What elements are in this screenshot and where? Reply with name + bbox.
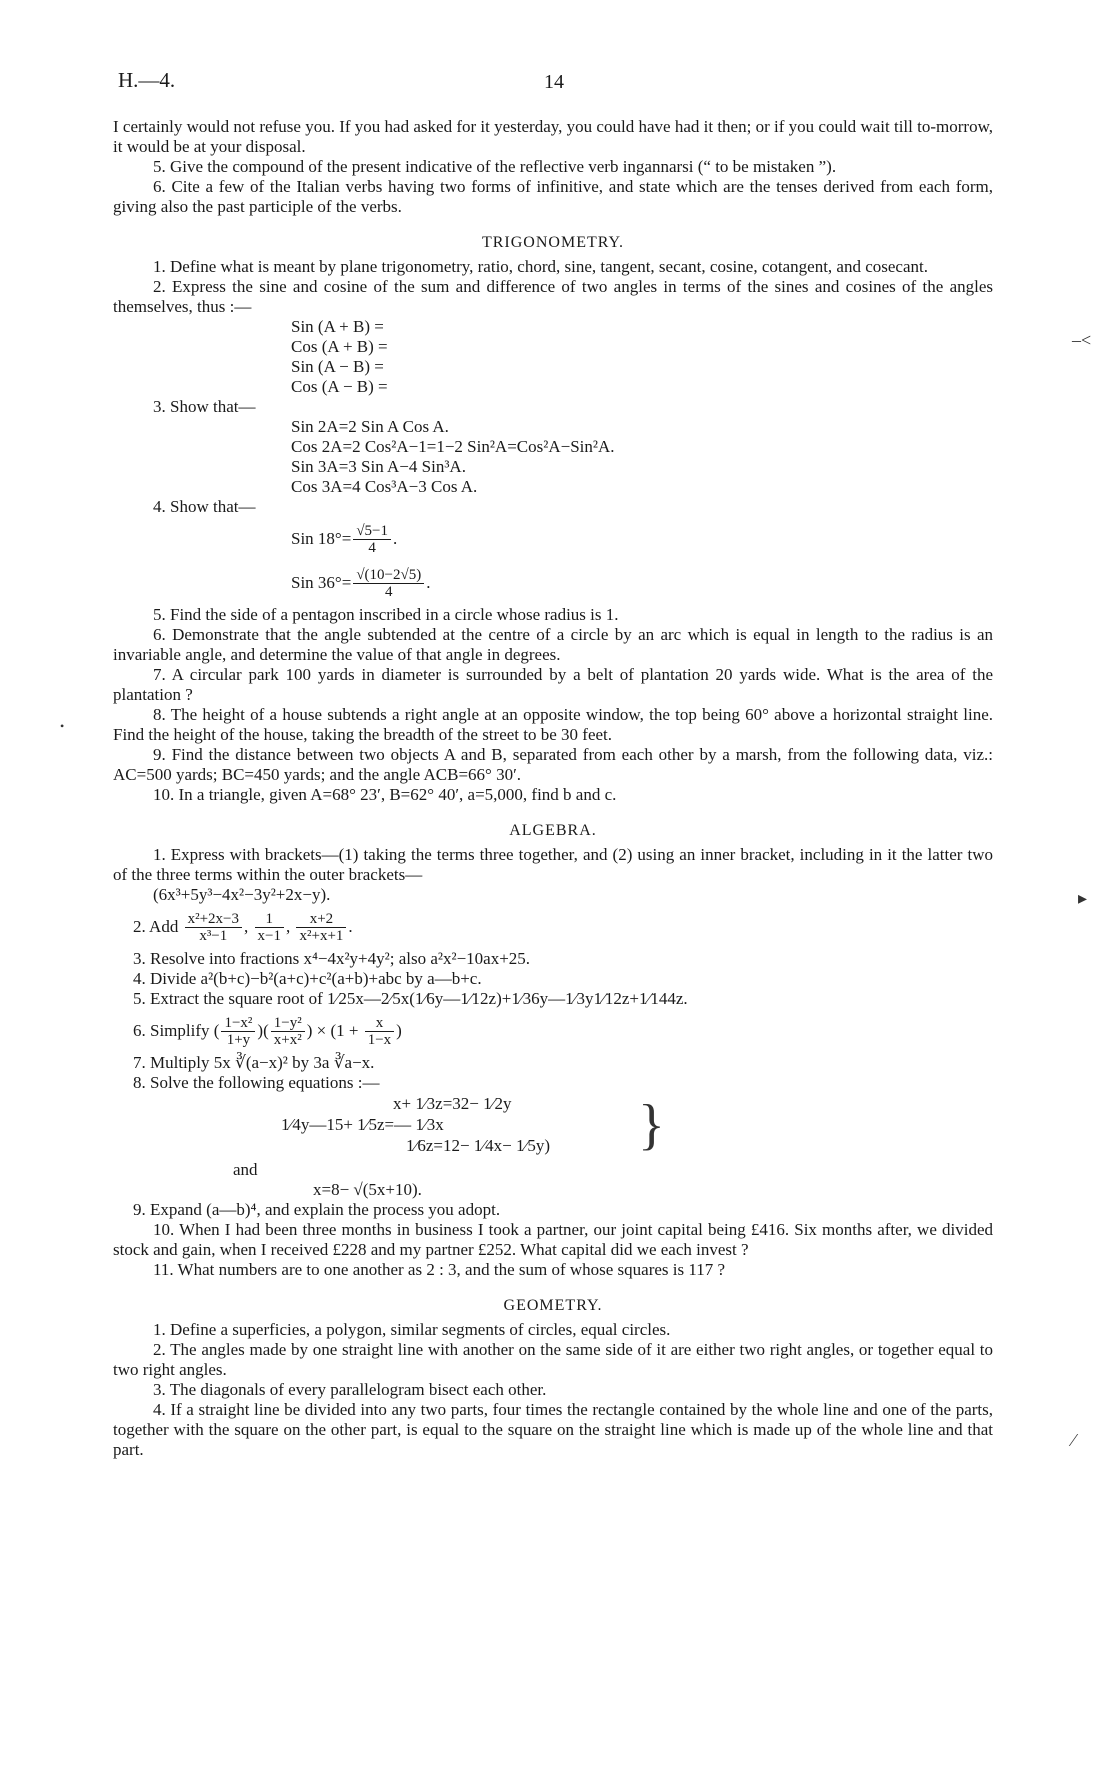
margin-mark: ⁄ <box>1072 1430 1076 1450</box>
equation-line: 1⁄6z=12− 1⁄4x− 1⁄5y) <box>406 1136 550 1155</box>
formula-line: Sin 2A=2 Sin A Cos A. <box>291 417 449 436</box>
fraction <box>353 567 424 600</box>
numerator: 1−x² <box>221 1015 255 1032</box>
algebra-question-9: 9. Expand (a—b)⁴, and explain the process you adopt. <box>133 1200 501 1219</box>
margin-mark: –< <box>1072 330 1092 350</box>
trig-question-3-label: 3. Show that— <box>153 397 256 416</box>
page-number: 14 <box>544 71 564 93</box>
question-label: 6. Simplify <box>133 1021 210 1040</box>
margin-dot: • <box>60 719 65 733</box>
equation-system <box>113 1093 993 1156</box>
brace-symbol: } <box>638 1094 665 1156</box>
geometry-question-4: 4. If a straight line be divided into any two parts, four times the rectangle contained by the whole line and one of the parts, together with the square on the other part, is equal to the square on the straight line which is made up of the whole line and that part. <box>113 1400 993 1459</box>
fraction <box>255 911 284 944</box>
algebra-question-6: 6. Simplify ( $\frac{\text{1−x²}}{1+y}$ )( $\frac{\text{1−y²}}{\text{x+x²}}$ ) × (1 + $\frac{x}{1-x}$ ) <box>133 1014 402 1048</box>
numerator: √(10−2√5) <box>353 567 424 584</box>
algebra-question-10: 10. When I had been three months in business I took a partner, our joint capital being £416. Six months after, we divided stock and gain, when I received £228 and my partner £252. What capital did we each invest ? <box>113 1220 993 1259</box>
formula-line: Sin 3A=3 Sin A−4 Sin³A. <box>291 457 466 476</box>
denominator: 4 <box>368 539 376 556</box>
formula-line: Cos 2A=2 Cos²A−1=1−2 Sin²A=Cos²A−Sin²A. <box>291 437 615 456</box>
formula-line: Cos 3A=4 Cos³A−3 Cos A. <box>291 477 478 496</box>
margin-mark: ▸ <box>1078 888 1088 908</box>
algebra-question-7: 7. Multiply 5x ∛(a−x)² by 3a ∛a−x. <box>133 1053 375 1072</box>
geometry-question-3: 3. The diagonals of every parallelogram bisect each other. <box>153 1380 547 1399</box>
trig-question-2: 2. Express the sine and cosine of the sum and difference of two angles in terms of the sines and cosines of the angles themselves, thus :— <box>113 277 993 316</box>
page-content <box>113 117 993 1460</box>
trig-question-7: 7. A circular park 100 yards in diameter is surrounded by a belt of plantation 20 yards wide. What is the area of the plantation ? <box>113 665 993 704</box>
section-title-algebra: ALGEBRA. <box>509 822 597 839</box>
algebra-question-8: 8. Solve the following equations :— <box>133 1073 380 1092</box>
numerator: x+2 <box>296 911 346 928</box>
italian-question-6: 6. Cite a few of the Italian verbs having two forms of infinitive, and state which are the tenses derived from each form, giving also the past participle of the verbs. <box>113 177 993 216</box>
trig-question-9: 9. Find the distance between two objects A and B, separated from each other by a marsh, from the following data, viz.: AC=500 yards; BC=450 yards; and the angle ACB=66° 30′. <box>113 745 993 784</box>
formula-sin-36: Sin 36°= $\frac{√(10-2√5)}{4}$ . <box>291 566 431 600</box>
denominator: x²+x+1 <box>299 927 344 944</box>
fraction <box>221 1015 255 1048</box>
fraction <box>271 1015 305 1048</box>
denominator: 1+y <box>226 1031 251 1048</box>
denominator: 4 <box>385 583 393 600</box>
trig-question-10: 10. In a triangle, given A=68° 23′, B=62° 40′, a=5,000, find b and c. <box>153 785 617 804</box>
section-title-geometry: GEOMETRY. <box>503 1297 603 1314</box>
algebra-question-11: 11. What numbers are to one another as 2 : 3, and the sum of whose squares is 117 ? <box>153 1260 726 1279</box>
equation-line: x+ 1⁄3z=32− 1⁄2y <box>393 1094 512 1113</box>
denominator: x−1 <box>257 927 281 944</box>
italian-paragraph-1: I certainly would not refuse you. If you had asked for it yesterday, you could have had it then; or if you could wait till to-morrow, it would be at your disposal. <box>113 117 993 156</box>
formula-lhs: Sin 18°= <box>291 529 352 548</box>
algebra-question-4: 4. Divide a²(b+c)−b²(a+c)+c²(a+b)+abc by a—b+c. <box>133 969 482 988</box>
trig-question-4-label: 4. Show that— <box>153 497 256 516</box>
numerator: 1 <box>255 911 284 928</box>
formula-line: Sin (A − B) = <box>291 357 384 376</box>
algebra-question-3: 3. Resolve into fractions x⁴−4x²y+4y²; also a²x²−10ax+25. <box>133 949 531 968</box>
trig-question-1: 1. Define what is meant by plane trigonometry, ratio, chord, sine, tangent, secant, cosine, cotangent, and cosecant. <box>153 257 928 276</box>
denominator: x+x² <box>273 1031 302 1048</box>
denominator: 1−x <box>367 1031 392 1048</box>
equation-line: x=8− √(5x+10). <box>313 1180 422 1199</box>
formula-line: Cos (A − B) = <box>291 377 388 396</box>
numerator: x²+2x−3 <box>185 911 242 928</box>
fraction <box>296 911 346 944</box>
geometry-question-1: 1. Define a superficies, a polygon, similar segments of circles, equal circles. <box>153 1320 671 1339</box>
trig-question-6: 6. Demonstrate that the angle subtended at the centre of a circle by an arc which is equal in length to the radius is an invariable angle, and determine the value of that angle in degrees. <box>113 625 993 664</box>
geometry-question-2: 2. The angles made by one straight line with another on the same side of it are either two right angles, or together equal to two right angles. <box>113 1340 993 1379</box>
numerator: √5−1 <box>353 523 391 540</box>
equation-line: 1⁄4y—15+ 1⁄5z=— 1⁄3x <box>281 1115 444 1134</box>
formula-lhs: Sin 36°= <box>291 573 352 592</box>
fraction <box>365 1015 394 1048</box>
and-label: and <box>233 1160 258 1179</box>
algebra-expression: (6x³+5y³−4x²−3y²+2x−y). <box>153 885 331 904</box>
trig-question-5: 5. Find the side of a pentagon inscribed in a circle whose radius is 1. <box>153 605 619 624</box>
algebra-question-2: 2. Add $\frac{\text{x²+2x−3}}{\text{x³−1}}$ , $\frac{1}{x-1}$ , $\frac{x+2}{\text{x²+x+1}}$ . <box>133 910 353 944</box>
algebra-question-5: 5. Extract the square root of 1⁄25x—2⁄5x(1⁄6y—1⁄12z)+1⁄36y—1⁄3y1⁄12z+1⁄144z. <box>133 989 688 1008</box>
numerator: x <box>365 1015 394 1032</box>
section-title-trigonometry: TRIGONOMETRY. <box>481 234 625 251</box>
trig-question-8: 8. The height of a house subtends a right angle at an opposite window, the top being 60° above a horizontal straight line. Find the height of the house, taking the breadth of the street to be 30 feet. <box>113 705 993 744</box>
italian-question-5: 5. Give the compound of the present indicative of the reflective verb ingannarsi (“ to be mistaken ”). <box>153 157 837 176</box>
denominator: x³−1 <box>199 927 228 944</box>
page-reference: H.—4. <box>118 68 176 92</box>
fraction <box>185 911 242 944</box>
question-label: 2. Add <box>133 917 179 936</box>
formula-line: Sin (A + B) = <box>291 317 384 336</box>
formula-sin-18: Sin 18°= $\frac{√5-1}{4}$ . <box>291 522 398 556</box>
formula-line: Cos (A + B) = <box>291 337 388 356</box>
fraction <box>353 523 391 556</box>
numerator: 1−y² <box>271 1015 305 1032</box>
algebra-question-1: 1. Express with brackets—(1) taking the terms three together, and (2) using an inner bracket, including in it the latter two of the three terms within the outer brackets— <box>113 845 993 884</box>
